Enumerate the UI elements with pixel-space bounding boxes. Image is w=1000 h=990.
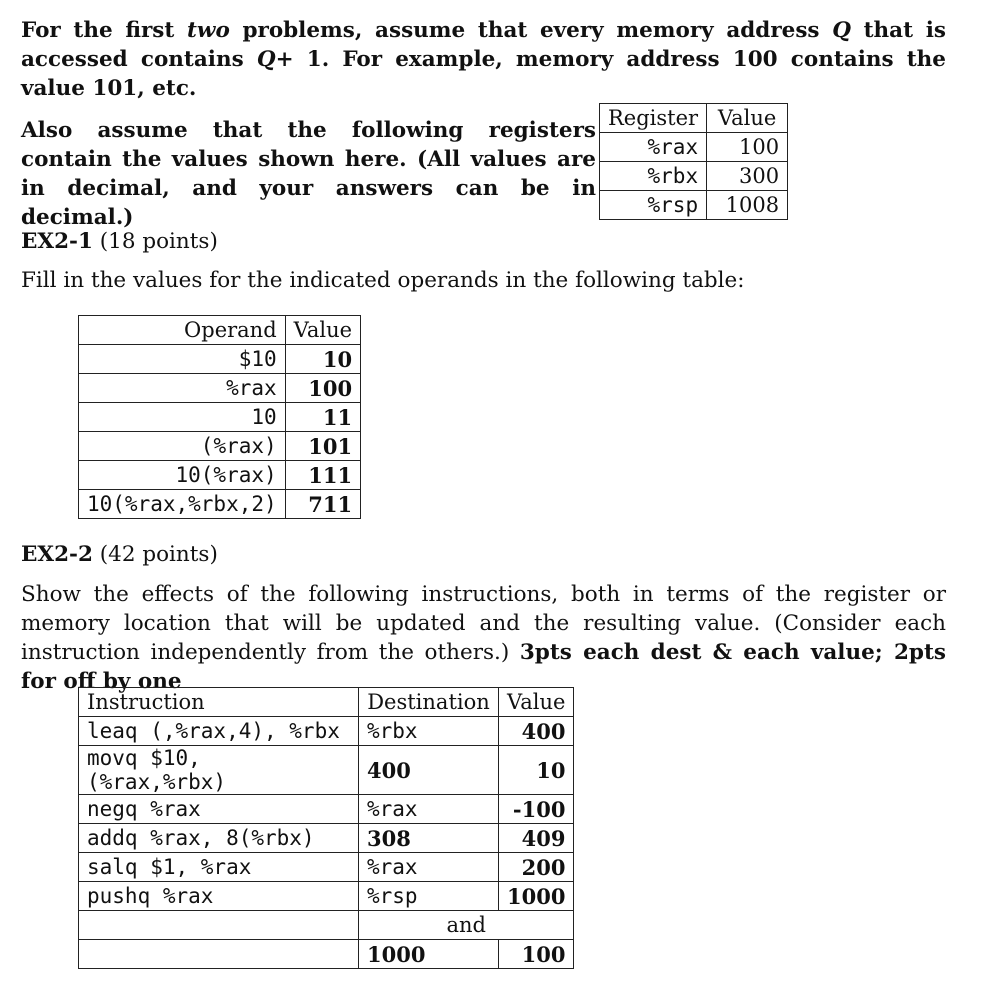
table-row bbox=[79, 461, 361, 490]
value-cell: 100 bbox=[285, 374, 360, 403]
table-row bbox=[79, 403, 361, 432]
intro-text: For example, memory address 100 contains the value 101, etc. bbox=[21, 47, 946, 101]
table-row bbox=[79, 853, 574, 882]
table-row bbox=[79, 911, 574, 940]
destination-cell: 1000 bbox=[359, 940, 499, 969]
instruction-cell: addq %rax, 8(%rbx) bbox=[79, 824, 359, 853]
ex2-title: EX2-2 bbox=[21, 542, 93, 567]
instruction-cell: negq %rax bbox=[79, 795, 359, 824]
instruction-header: Instruction bbox=[79, 688, 359, 717]
table-row bbox=[600, 162, 788, 191]
value-cell: 100 bbox=[499, 940, 574, 969]
table-row bbox=[600, 133, 788, 162]
value-cell: 200 bbox=[499, 853, 574, 882]
math-plus-one: + 1. bbox=[275, 47, 330, 72]
value-cell: -100 bbox=[499, 795, 574, 824]
table-row bbox=[79, 795, 574, 824]
destination-cell: %rax bbox=[359, 853, 499, 882]
value-cell: 409 bbox=[499, 824, 574, 853]
value-cell: 400 bbox=[499, 717, 574, 746]
and-label: and bbox=[359, 911, 574, 940]
table-row bbox=[79, 345, 361, 374]
value-cell: 10 bbox=[285, 345, 360, 374]
intro-text: that is accessed contains bbox=[21, 18, 946, 72]
operand-cell: 10(%rax,%rbx,2) bbox=[79, 490, 286, 519]
destination-cell: %rsp bbox=[359, 882, 499, 911]
instruction-cell: leaq (,%rax,4), %rbx bbox=[79, 717, 359, 746]
table-row bbox=[79, 824, 574, 853]
math-q: Q bbox=[832, 18, 851, 43]
value-header: Value bbox=[499, 688, 574, 717]
register-name: %rsp bbox=[600, 191, 707, 220]
destination-cell: 400 bbox=[359, 746, 499, 795]
operand-cell: %rax bbox=[79, 374, 286, 403]
table-row bbox=[79, 490, 361, 519]
value-cell: 1000 bbox=[499, 882, 574, 911]
register-header: Register bbox=[600, 104, 707, 133]
table-row bbox=[79, 940, 574, 969]
instruction-cell: salq $1, %rax bbox=[79, 853, 359, 882]
value-cell: 10 bbox=[499, 746, 574, 795]
instruction-cell: pushq %rax bbox=[79, 882, 359, 911]
value-cell: 101 bbox=[285, 432, 360, 461]
intro-text: For the first bbox=[21, 18, 175, 43]
intro-emphasis: two bbox=[187, 18, 230, 43]
operand-cell: 10(%rax) bbox=[79, 461, 286, 490]
instruction-cell: movq $10, (%rax,%rbx) bbox=[79, 746, 359, 795]
assume-paragraph: Also assume that the following registers contain the values shown here. (All values are in decimal, and your answers can be in decimal.) bbox=[21, 118, 596, 230]
operand-header: Operand bbox=[79, 316, 286, 345]
intro-paragraph bbox=[21, 16, 946, 103]
instruction-table bbox=[78, 687, 574, 969]
table-row bbox=[79, 717, 574, 746]
register-value: 300 bbox=[707, 162, 788, 191]
register-name: %rax bbox=[600, 133, 707, 162]
value-cell: 711 bbox=[285, 490, 360, 519]
ex2-prompt bbox=[21, 580, 946, 696]
table-row bbox=[79, 432, 361, 461]
table-row bbox=[79, 746, 574, 795]
register-table bbox=[599, 103, 788, 220]
register-name: %rbx bbox=[600, 162, 707, 191]
destination-cell: %rbx bbox=[359, 717, 499, 746]
value-header: Value bbox=[285, 316, 360, 345]
table-row bbox=[79, 882, 574, 911]
ex2-points: (42 points) bbox=[99, 542, 218, 567]
value-cell: 111 bbox=[285, 461, 360, 490]
operand-cell: (%rax) bbox=[79, 432, 286, 461]
ex1-points: (18 points) bbox=[99, 229, 218, 254]
ex2-heading bbox=[21, 542, 218, 567]
table-row bbox=[79, 374, 361, 403]
operand-table bbox=[78, 315, 361, 519]
value-header: Value bbox=[707, 104, 788, 133]
destination-cell: 308 bbox=[359, 824, 499, 853]
destination-header: Destination bbox=[359, 688, 499, 717]
table-row bbox=[600, 191, 788, 220]
ex1-prompt: Fill in the values for the indicated operands in the following table: bbox=[21, 268, 745, 293]
register-value: 1008 bbox=[707, 191, 788, 220]
operand-cell: 10 bbox=[79, 403, 286, 432]
register-value: 100 bbox=[707, 133, 788, 162]
value-cell: 11 bbox=[285, 403, 360, 432]
operand-cell: $10 bbox=[79, 345, 286, 374]
math-q: Q bbox=[256, 47, 276, 72]
ex2-prompt-text: Show the effects of the following instructions, both in terms of the register or memory location that will be updated and the resulting value. (Consider each instruction independently from the others.) bbox=[21, 582, 946, 665]
ex2-grading-note: 3pts each dest & each value; 2pts for off by one bbox=[21, 640, 946, 694]
ex1-title: EX2-1 bbox=[21, 229, 93, 254]
intro-text: problems, assume that every memory address bbox=[242, 18, 820, 43]
ex1-heading bbox=[21, 229, 218, 254]
destination-cell: %rax bbox=[359, 795, 499, 824]
